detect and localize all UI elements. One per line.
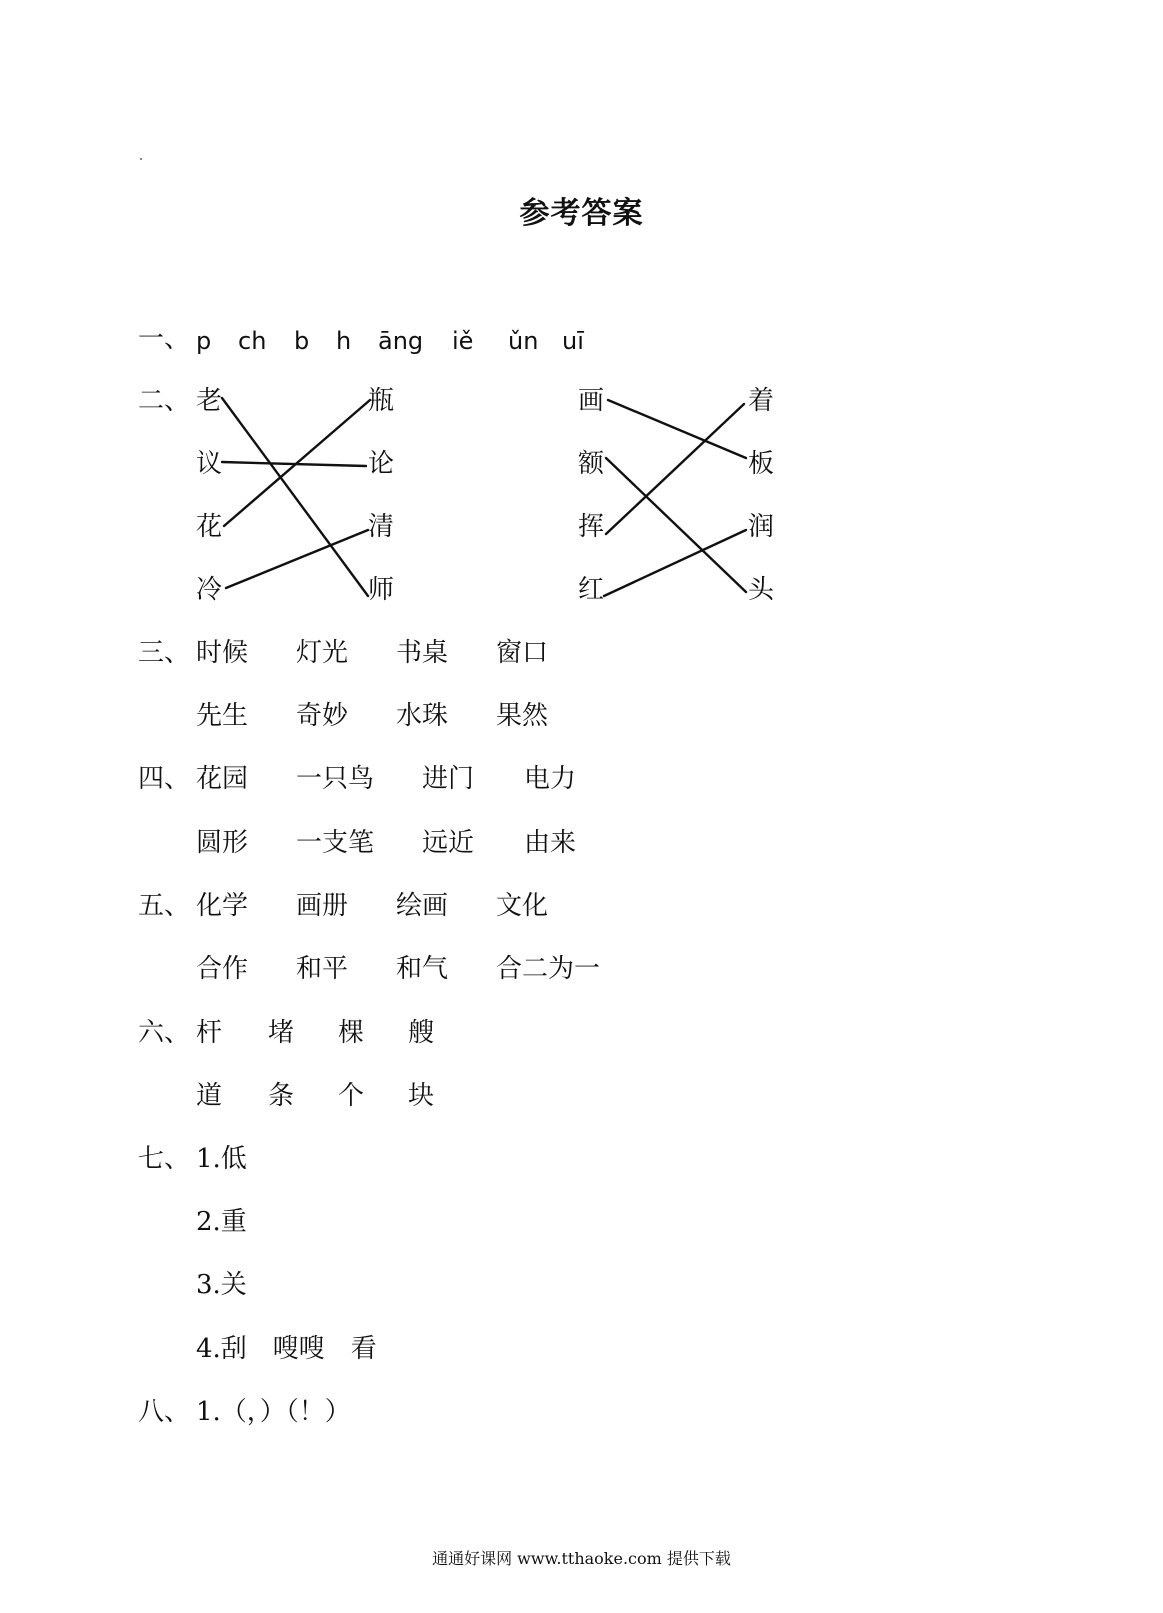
answer-word: 电力 xyxy=(524,764,577,794)
answer-line: 1.（，）（！） xyxy=(196,1397,351,1427)
answer-word: 条 xyxy=(268,1081,295,1111)
answer-word: 一支笔 xyxy=(296,828,375,858)
match-left-char: 额 xyxy=(578,449,605,479)
match-left-char: 老 xyxy=(196,386,223,416)
match-right-char: 润 xyxy=(748,512,775,542)
match-right-char: 清 xyxy=(368,512,395,542)
answer-word: 奇妙 xyxy=(296,701,349,731)
match-line xyxy=(604,530,746,596)
match-line xyxy=(222,398,368,596)
answer-word: 进门 xyxy=(422,764,475,794)
section-7-label: 七、 xyxy=(138,1144,191,1174)
match-left-char: 议 xyxy=(196,449,223,479)
match-left-char: 红 xyxy=(578,575,605,605)
match-left-char: 画 xyxy=(578,386,605,416)
answer-word: 和平 xyxy=(296,954,349,984)
match-right-char: 着 xyxy=(748,386,775,416)
answer-word: 道 xyxy=(196,1081,223,1111)
answer-word: 灯光 xyxy=(296,638,349,668)
page-title: 参考答案 xyxy=(519,196,644,231)
answer-word: 时候 xyxy=(196,638,249,668)
answer-word: 花园 xyxy=(196,764,249,794)
match-line xyxy=(608,400,746,458)
pinyin-item: ch xyxy=(238,327,267,355)
answer-word: 画册 xyxy=(296,891,349,921)
footer-credit: 通通好课网 www.tthaoke.com 提供下载 xyxy=(432,1549,731,1568)
answer-word: 块 xyxy=(408,1081,435,1111)
section-1-label: 一、 xyxy=(138,324,191,354)
answer-word: 合作 xyxy=(196,954,249,984)
pinyin-item: ǔn xyxy=(508,327,539,355)
match-right-char: 论 xyxy=(368,449,395,479)
pinyin-item: b xyxy=(294,327,310,355)
answer-word: 远近 xyxy=(422,828,475,858)
match-left-char: 花 xyxy=(196,512,223,542)
answer-line: 2.重 xyxy=(196,1207,247,1237)
answer-word: 由来 xyxy=(524,828,577,858)
section-6-label: 六、 xyxy=(138,1018,191,1048)
match-right-char: 头 xyxy=(748,575,775,605)
pinyin-item: iě xyxy=(452,327,474,355)
match-right-char: 瓶 xyxy=(368,386,395,416)
answer-line: 3.关 xyxy=(196,1270,247,1300)
answer-line: 1.低 xyxy=(196,1144,247,1174)
section-4-label: 四、 xyxy=(138,764,191,794)
answer-word: 化学 xyxy=(196,891,249,921)
answer-word: 文化 xyxy=(496,891,549,921)
section-2-label: 二、 xyxy=(138,386,191,416)
pinyin-item: h xyxy=(336,327,352,355)
answer-word: 和气 xyxy=(396,954,449,984)
answer-word: 先生 xyxy=(196,701,249,731)
answer-word: 个 xyxy=(338,1081,365,1111)
match-line xyxy=(606,458,746,592)
match-line xyxy=(226,530,368,588)
match-right-char: 板 xyxy=(748,449,775,479)
section-3-label: 三、 xyxy=(138,638,191,668)
answer-word: 绘画 xyxy=(396,891,449,921)
answer-word: 果然 xyxy=(496,701,549,731)
answer-word: 水珠 xyxy=(396,701,449,731)
pinyin-item: uī xyxy=(562,327,584,355)
match-left-char: 挥 xyxy=(578,512,605,542)
answer-word: 合二为一 xyxy=(496,954,601,984)
match-left-char: 冷 xyxy=(196,575,223,605)
answer-word: 艘 xyxy=(408,1018,435,1048)
pinyin-item: p xyxy=(196,327,212,355)
answer-word: 杆 xyxy=(196,1018,223,1048)
answer-line: 4.刮 嗖嗖 看 xyxy=(196,1334,377,1364)
section-5-label: 五、 xyxy=(138,891,191,921)
answer-word: 堵 xyxy=(268,1018,295,1048)
answer-word: 圆形 xyxy=(196,828,249,858)
pinyin-item: āng xyxy=(378,327,424,355)
answer-word: 窗口 xyxy=(496,638,549,668)
match-right-char: 师 xyxy=(368,575,395,605)
match-line xyxy=(606,404,744,534)
answer-word: 一只鸟 xyxy=(296,764,375,794)
answer-word: 书桌 xyxy=(396,638,449,668)
answer-word: 棵 xyxy=(338,1018,365,1048)
section-8-label: 八、 xyxy=(138,1397,191,1427)
